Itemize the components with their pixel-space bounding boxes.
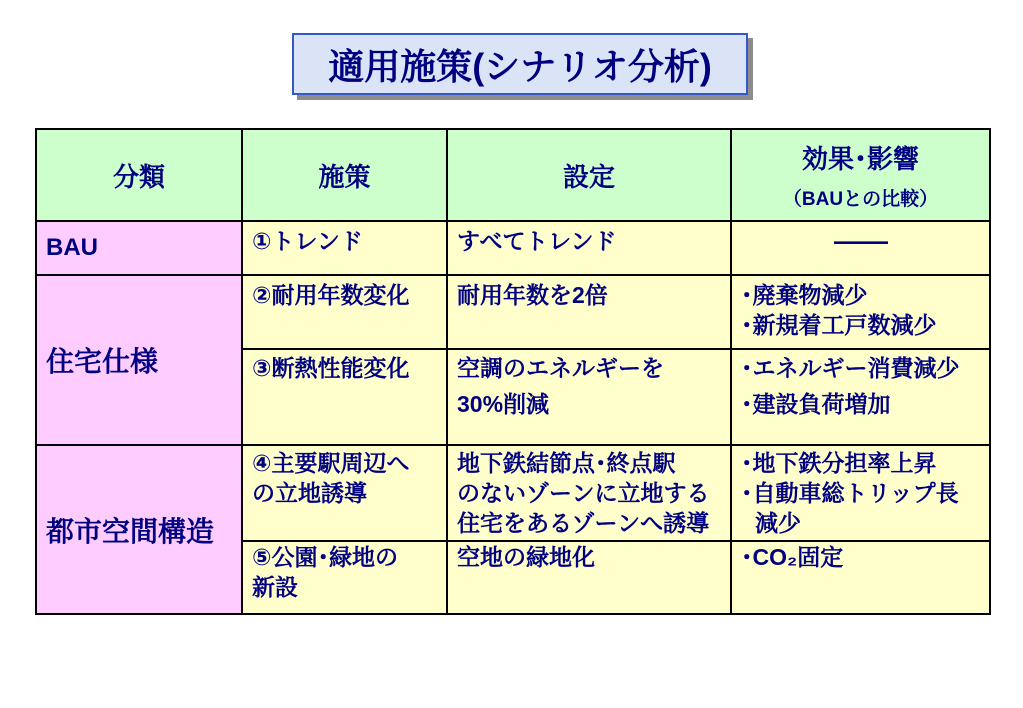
measure-text: ④主要駅周辺へ: [252, 450, 410, 476]
measure-cell: [243, 350, 446, 444]
slide-title-box: [292, 33, 748, 95]
measure-text: ⑤公園･緑地の: [252, 544, 398, 570]
effect-bullet: ･自動車総トリップ長: [741, 480, 959, 506]
scenario-table: [35, 128, 991, 615]
header-effect-note: （BAUとの比較）: [782, 189, 939, 210]
effect-cell: [732, 542, 989, 613]
effect-cell: [732, 350, 989, 444]
measure-cell: [243, 542, 446, 613]
setting-cell: [448, 222, 730, 274]
measure-text: の立地誘導: [252, 480, 367, 506]
slide-title: 適用施策(シナリオ分析): [328, 45, 712, 87]
setting-cell: [448, 276, 730, 348]
effect-cell: [732, 446, 989, 540]
header-setting: [448, 130, 730, 220]
effect-bullet: ･廃棄物減少: [741, 282, 868, 308]
effect-dash: ――: [834, 226, 888, 256]
setting-text: 空調のエネルギーを: [457, 355, 664, 381]
setting-text: 30%削減: [457, 391, 550, 417]
measure-cell: [243, 222, 446, 274]
effect-bullet: ･建設負荷増加: [741, 391, 891, 417]
setting-cell: [448, 350, 730, 444]
setting-cell: [448, 542, 730, 613]
effect-bullet: ･地下鉄分担率上昇: [741, 450, 937, 476]
category-cell-bau: [37, 222, 241, 274]
category-cell-housing: [37, 276, 241, 444]
category-cell-urban: [37, 446, 241, 613]
setting-text: 耐用年数を2倍: [457, 282, 608, 308]
effect-bullet: ･新規着工戸数減少: [741, 312, 937, 338]
effect-bullet: ･CO₂固定: [741, 544, 844, 570]
header-effect-label: 効果･影響: [801, 144, 919, 174]
category-label: BAU: [46, 234, 98, 261]
category-label: 住宅仕様: [46, 346, 159, 377]
measure-cell: [243, 276, 446, 348]
measure-text: ①トレンド: [252, 228, 363, 254]
header-measure-label: 施策: [318, 161, 371, 192]
setting-text: すべてトレンド: [457, 228, 617, 254]
header-category-label: 分類: [112, 161, 165, 192]
header-setting-label: 設定: [562, 161, 615, 192]
setting-text: 地下鉄結節点･終点駅: [457, 450, 676, 476]
header-category: [37, 130, 241, 220]
measure-text: ②耐用年数変化: [252, 282, 410, 308]
effect-cell: [732, 276, 989, 348]
measure-text: ③断熱性能変化: [252, 355, 410, 381]
measure-cell: [243, 446, 446, 540]
effect-cell: [732, 222, 989, 274]
header-measure: [243, 130, 446, 220]
setting-text: のないゾーンに立地する: [457, 480, 710, 506]
category-label: 都市空間構造: [46, 515, 215, 547]
effect-bullet: ･エネルギー消費減少: [741, 355, 960, 381]
header-effect: [732, 130, 989, 220]
effect-continuation: 減少: [755, 510, 801, 536]
setting-text: 空地の緑地化: [457, 544, 595, 570]
setting-text: 住宅をあるゾーンへ誘導: [457, 510, 710, 536]
setting-cell: [448, 446, 730, 540]
measure-text: 新設: [252, 574, 298, 600]
